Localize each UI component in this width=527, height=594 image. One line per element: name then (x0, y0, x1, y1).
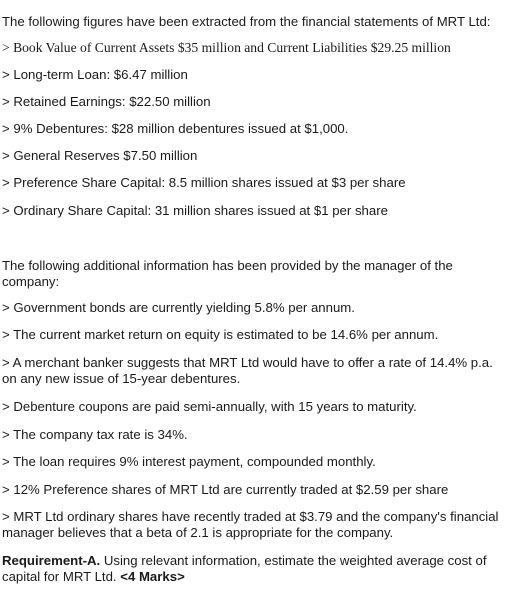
list-item: > Preference Share Capital: 8.5 million shares issued at $3 per share (2, 175, 406, 190)
requirement-text-cont: capital for MRT Ltd. (2, 569, 121, 584)
list-item: > General Reserves $7.50 million (2, 148, 198, 163)
list-item: > 9% Debentures: $28 million debentures issued at $1,000. (2, 121, 349, 136)
list-item: > 12% Preference shares of MRT Ltd are currently traded at $2.59 per share (2, 482, 449, 497)
requirement-label: Requirement-A. (2, 553, 101, 568)
list-item-continuation: manager believes that a beta of 2.1 is appropriate for the company. (2, 525, 394, 540)
list-item: > The company tax rate is 34%. (2, 427, 188, 442)
list-item: > The loan requires 9% interest payment, compounded monthly. (2, 454, 376, 469)
list-item: > A merchant banker suggests that MRT Ltd would have to offer a rate of 14.4% p.a. (2, 355, 493, 370)
requirement-line1 (2, 553, 487, 569)
requirement-line2 (2, 569, 185, 585)
section2-intro-line2: company: (2, 274, 60, 289)
list-item-continuation: on any new issue of 15-year debentures. (2, 371, 241, 386)
list-item: > Retained Earnings: $22.50 million (2, 94, 211, 109)
list-item: > MRT Ltd ordinary shares have recently traded at $3.79 and the company's financial (2, 509, 499, 524)
list-item: > Long-term Loan: $6.47 million (2, 67, 188, 82)
list-item: > Ordinary Share Capital: 31 million shares issued at $1 per share (2, 203, 388, 218)
list-item: > Book Value of Current Assets $35 million and Current Liabilities $29.25 million (2, 40, 451, 55)
section2-intro-line1: The following additional information has been provided by the manager of the (2, 258, 453, 273)
section1-intro: The following figures have been extracted from the financial statements of MRT Ltd: (2, 14, 491, 29)
requirement-marks: <4 Marks> (120, 569, 185, 584)
list-item: > Government bonds are currently yielding 5.8% per annum. (2, 300, 355, 315)
list-item: > Debenture coupons are paid semi-annually, with 15 years to maturity. (2, 399, 417, 414)
list-item: > The current market return on equity is estimated to be 14.6% per annum. (2, 327, 439, 342)
requirement-text: Using relevant information, estimate the weighted average cost of (100, 553, 487, 568)
